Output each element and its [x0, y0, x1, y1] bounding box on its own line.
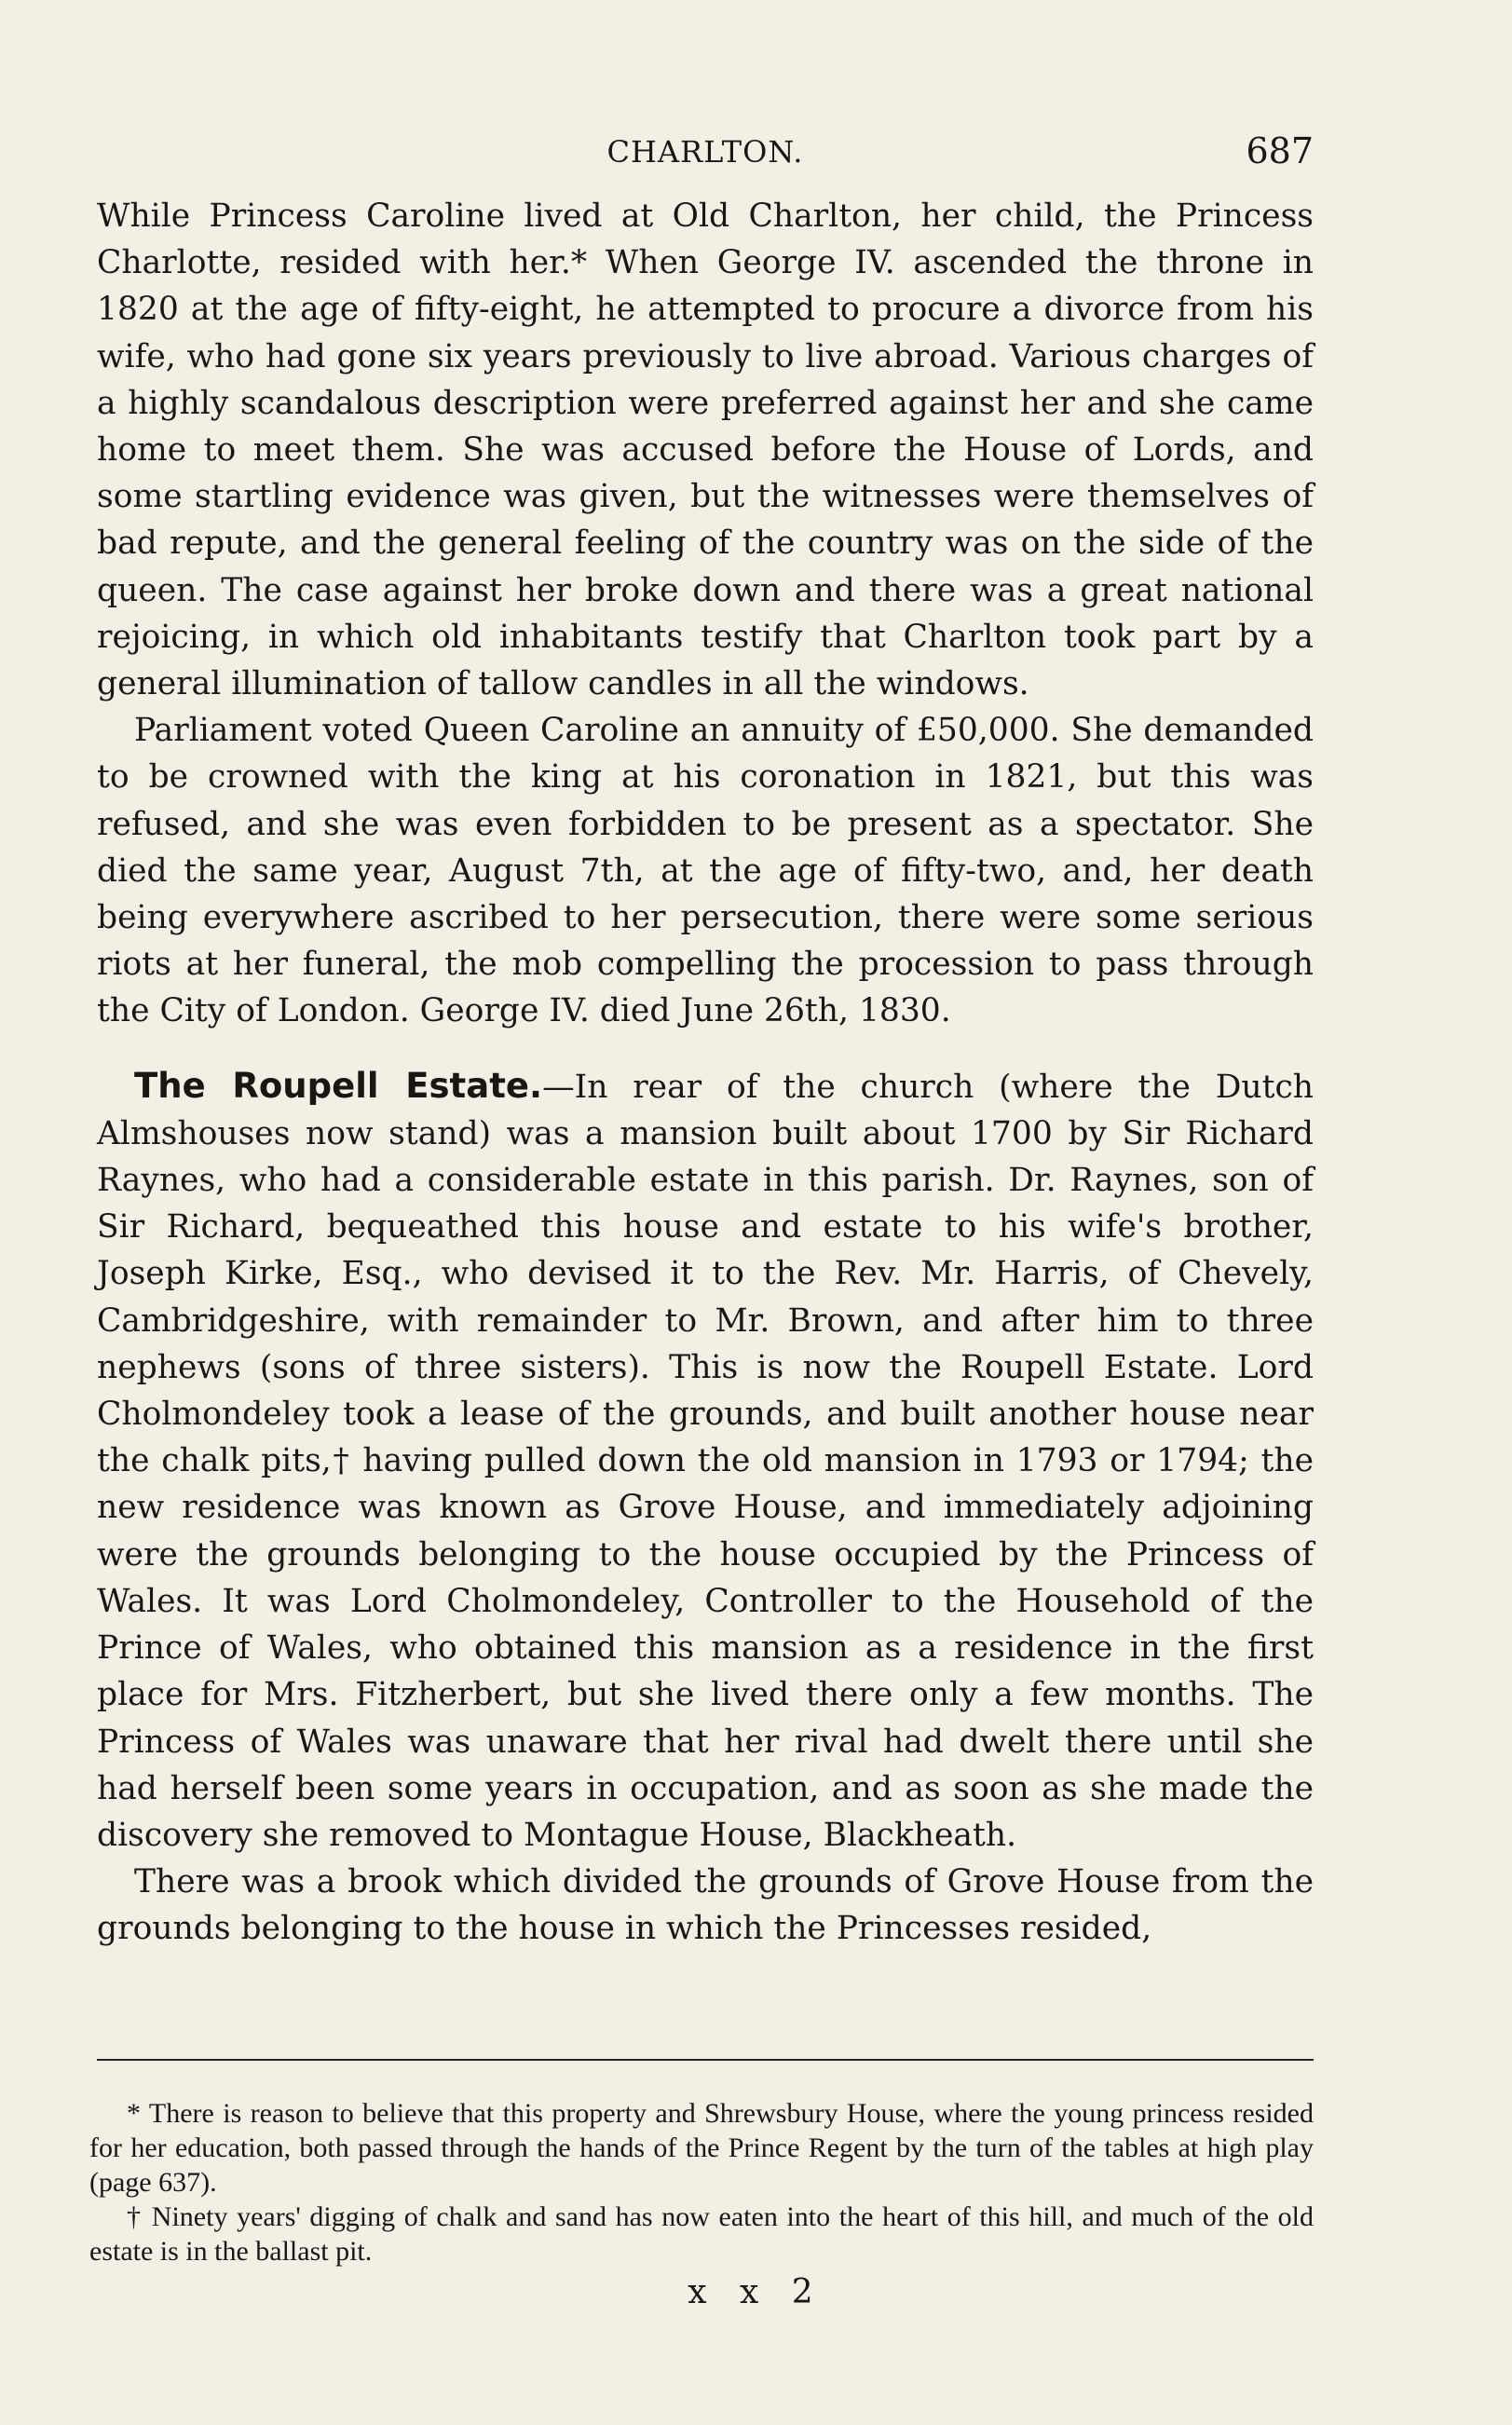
paragraph-brook: There was a brook which divided the grounds of Grove House from the grounds belonging to the house in which the Princesses resided,	[97, 1863, 1314, 1948]
signature-mark: x x 2	[688, 2273, 824, 2311]
footnotes	[89, 2096, 1314, 2268]
paragraph-parliament-annuity: Parliament voted Queen Caroline an annuity of £50,000. She demanded to be crowned with the king at his coronation in 1821, but this was refused, and she was even forbidden to be present as a spectator. She died the same year, August 7th, at the age of fifty-two, and, her death being everywhere ascribed to her persecution, there were some serious riots at her funeral, the mob compelling the procession to pass through the City of London. George IV. died June 26th, 1830.	[97, 712, 1314, 1030]
footnote-dagger: † Ninety years' digging of chalk and sand has now eaten into the heart of this hill, and much of the old estate is in the ballast pit.	[89, 2201, 1314, 2267]
body-text	[97, 193, 1314, 1953]
running-title: CHARLTON.	[606, 134, 804, 170]
running-head	[97, 130, 1314, 177]
roupell-estate-text: —In rear of the church (where the Dutch Almshouses now stand) was a mansion built about 1700 by Sir Richard Raynes, who had a considerable estate in this parish. Dr. Raynes, son of Sir Richard, bequeathed this house and estate to his wife's brother, Joseph Kirke, Esq., who devised it to the Rev. Mr. Harris, of Chevely, Cambridgeshire, with remainder to Mr. Brown, and after him to three nephews (sons of three sisters). This is now the Roupell Estate. Lord Cholmondeley took a lease of the grounds, and built another house near the chalk pits,† having pulled down the old mansion in 1793 or 1794; the new residence was known as Grove House, and immediately adjoining were the grounds belonging to the house occupied by the Princess of Wales. It was Lord Cholmondeley, Controller to the Household of the Prince of Wales, who obtained this mansion as a residence in the first place for Mrs. Fitzherbert, but she lived there only a few months. The Princess of Wales was unaware that her rival had dwelt there until she had herself been some years in occupation, and as soon as she made the discovery she removed to Montague House, Blackheath.	[97, 1068, 1314, 1854]
paragraph-caroline-at-charlton: While Princess Caroline lived at Old Charlton, her child, the Princess Charlotte, resided with her.* When George IV. ascended the throne in 1820 at the age of fifty-eight, he attempted to procure a divorce from his wife, who had gone six years previously to live abroad. Various charges of a highly scandalous description were preferred against her and she came home to meet them. She was accused before the House of Lords, and some startling evidence was given, but the witnesses were themselves of bad repute, and the general feeling of the country was on the side of the queen. The case against her broke down and there was a great national rejoicing, in which old inhabitants testify that Charlton took part by a general illumination of tallow candles in all the windows.	[97, 198, 1314, 703]
footnote-rule	[97, 2059, 1314, 2061]
footnote-asterisk: * There is reason to believe that this property and Shrewsbury House, where the young princess resided for her education, both passed through the hands of the Prince Regent by the turn of the tables at high play (page 637).	[89, 2098, 1314, 2198]
page-number: 687	[1246, 130, 1314, 171]
section-heading: The Roupell Estate.	[134, 1065, 543, 1106]
paragraph-roupell-estate	[97, 1063, 1314, 1859]
